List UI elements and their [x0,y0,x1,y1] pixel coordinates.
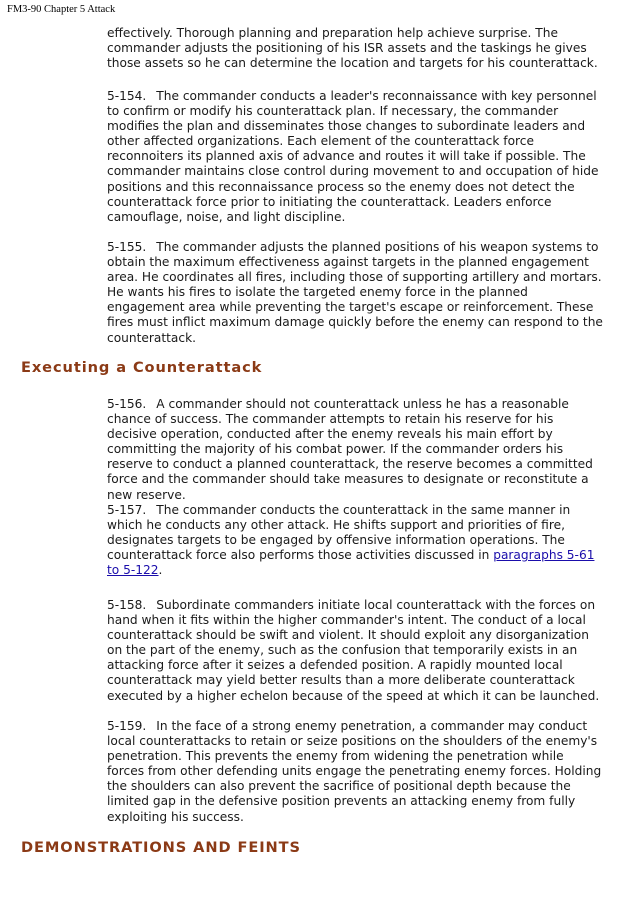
section-heading-executing-counterattack: Executing a Counterattack [21,359,263,376]
paragraph-number: 5-154. [107,89,147,103]
paragraph-5-155 [107,240,603,346]
paragraph-number: 5-156. [107,397,147,411]
paragraph-number: 5-159. [107,719,147,733]
paragraph-5-159 [107,719,603,825]
paragraph-5-154 [107,89,603,225]
paragraph-number: 5-157. [107,503,147,517]
paragraph-text: In the face of a strong enemy penetration, a commander may conduct local counterattacks to retain or seize positions on the shoulders of the enemy's penetration. This prevents the enemy from widening the penetration while forces from other defending units engage the penetrating enemy forces. Holding the shoulders can also prevent the sacrifice of positional depth because the limited gap in the defensive position prevents an attacking enemy from fully exploiting his success. [107,719,602,824]
paragraph-text: A commander should not counterattack unless he has a reasonable chance of success. The commander attempts to retain his reserve for his decisive operation, conducted after the enemy reveals his main effort by committing the majority of his combat power. If the commander orders his reserve to conduct a planned counterattack, the reserve becomes a committed force and the commander should take measures to designate or reconstitute a new reserve. [107,397,593,502]
paragraph-text: The commander adjusts the planned positions of his weapon systems to obtain the maximum effectiveness against targets in the planned engagement area. He coordinates all fires, including those of supporting artillery and mortars. He wants his fires to isolate the targeted enemy force in the planned engagement area while preventing the target's escape or reinforcement. These fires must inflict maximum damage quickly before the enemy can respond to the counterattack. [107,240,603,345]
paragraph-5-157 [107,503,603,578]
paragraph-continued [107,26,603,71]
section-heading-demonstrations-and-feints: DEMONSTRATIONS AND FEINTS [21,839,301,856]
running-header: FM3-90 Chapter 5 Attack [7,4,116,15]
paragraph-number: 5-158. [107,598,147,612]
paragraph-number: 5-155. [107,240,147,254]
paragraph-text: The commander conducts the counterattack in the same manner in which he conducts any other attack. He shifts support and priorities of fire, designates targets to be engaged by offensive information operations. The counterattack force also performs those activities discussed in [107,503,571,563]
paragraph-5-158 [107,598,603,704]
paragraph-text: Subordinate commanders initiate local counterattack with the forces on hand when it fits within the higher commander's intent. The conduct of a local counterattack should be swift and violent. It should exploit any disorganization on the part of the enemy, such as the confusion that temporarily exists in an attacking force after it seizes a defended position. A rapidly mounted local counterattack may yield better results than a more deliberate counterattack executed by a higher echelon because of the speed at which it can be launched. [107,598,600,703]
paragraph-5-156 [107,397,603,503]
paragraph-text: effectively. Thorough planning and preparation help achieve surprise. The commander adjusts the positioning of his ISR assets and the taskings he gives those assets so he can determine the location and targets for his counterattack. [107,26,598,71]
paragraphs-cross-reference-link[interactable]: paragraphs 5-61 to 5-122 [107,548,595,578]
paragraph-end-punctuation: . [158,563,163,578]
paragraph-text: The commander conducts a leader's reconnaissance with key personnel to confirm or modify his counterattack plan. If necessary, the commander modifies the plan and disseminates those changes to subordinate leaders and other affected organizations. Each element of the counterattack force reconnoiters its planned axis of advance and routes it will take if possible. The commander maintains close control during movement to and occupation of hide positions and this reconnaissance process so the enemy does not detect the counterattack force prior to initiating the counterattack. Leaders enforce camouflage, noise, and light discipline. [107,89,599,224]
